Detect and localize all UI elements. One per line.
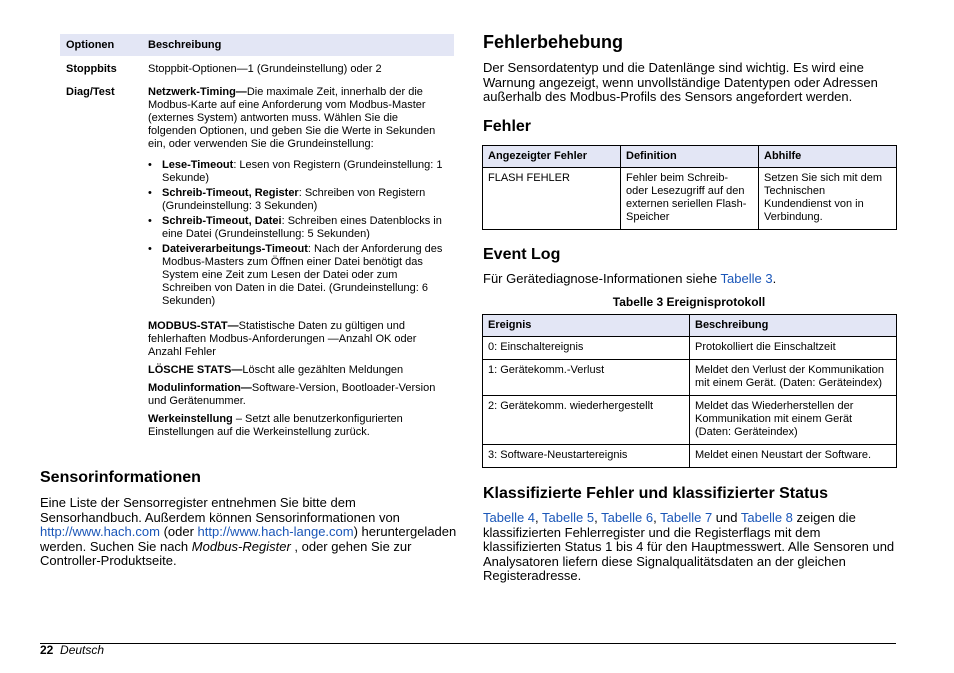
classified-heading: Klassifizierte Fehler und klassifizierter Status <box>483 485 829 502</box>
event-log-text: Für Gerätediagnose-Informationen siehe Tabelle 3. <box>483 271 777 286</box>
timeout-list <box>148 159 448 308</box>
diag-key: Diag/Test <box>66 86 115 98</box>
timing-text: Die maximale Zeit, innerhalb der die Modbus-Karte auf eine Anforderung vom Modbus-Master (externes System) antworten muss. Wählen Sie die folgenden Optionen, und geben Sie die Werte in Sekunden ein, oder verwenden Sie die Grundeinstellung: <box>148 86 436 150</box>
stopbits-key: Stoppbits <box>66 63 117 75</box>
modbus-stat-text: Statistische Daten zu gültigen und fehlerhaften Modbus-Anforderungen —Anzahl OK oder Anzahl Fehler <box>148 320 417 358</box>
stopbits-value: Stoppbit-Optionen—1 (Grundeinstellung) oder 2 <box>148 63 382 75</box>
modbus-stat-label: MODBUS-STAT— <box>148 320 239 332</box>
table-row: 0: Einschaltereignis Protokolliert die Einschaltzeit <box>483 337 897 360</box>
table-caption: Tabelle 3 Ereignisprotokoll <box>612 295 766 309</box>
errors-heading: Fehler <box>483 118 532 135</box>
troubleshooting-intro: Der Sensordatentyp und die Datenlänge sind wichtig. Es wird eine Warnung angezeigt, wenn unvollständige Datentypen oder Adressen außerhalb des Modbus-Profils des Sensors angefordert werden. <box>483 60 878 104</box>
options-row-stopbits <box>60 56 454 82</box>
list-item: • Lese-Timeout: Lesen von Registern (Grundeinstellung: 1 Sekunde) <box>162 159 448 185</box>
event-header-event: Ereignis <box>483 315 690 337</box>
options-header-beschreibung: Beschreibung <box>142 34 454 56</box>
table-row: FLASH FEHLER Fehler beim Schreib- oder Lesezugriff auf den externen seriellen Flash-Speicher Setzen Sie sich mit dem Technischen Kundendienst von in Verbindung. <box>483 168 897 230</box>
event-log-heading: Event Log <box>483 246 561 263</box>
table-row: 1: Gerätekomm.-Verlust Meldet den Verlust der Kommunikation mit einem Gerät. (Daten: Geräteindex) <box>483 360 897 396</box>
options-row-diag <box>60 82 454 442</box>
tabelle-5-link[interactable]: Tabelle 5 <box>542 510 595 525</box>
tabelle-3-link[interactable]: Tabelle 3 <box>720 271 773 286</box>
errors-header-definition: Definition <box>621 146 759 168</box>
options-table <box>60 34 454 442</box>
tabelle-7-link[interactable]: Tabelle 7 <box>660 510 713 525</box>
page-title: Fehlerbehebung <box>483 32 624 52</box>
clear-stats-text: Löscht alle gezählten Meldungen <box>242 364 404 376</box>
footer-language: Deutsch <box>60 643 105 657</box>
list-item: • Schreib-Timeout, Datei: Schreiben eines Datenblocks in eine Datei (Grundeinstellung: 5 Sekunden) <box>162 215 448 241</box>
sensor-info-heading: Sensorinformationen <box>40 469 201 486</box>
event-table <box>482 314 897 468</box>
module-info-label: Modulinformation— <box>148 382 252 394</box>
tabelle-4-link[interactable]: Tabelle 4 <box>483 510 536 525</box>
errors-header-error: Angezeigter Fehler <box>483 146 621 168</box>
modbus-register-term: Modbus-Register <box>191 538 291 554</box>
clear-stats-label: LÖSCHE STATS— <box>148 364 243 376</box>
footer-divider <box>40 643 896 644</box>
table-row: 2: Gerätekomm. wiederhergestellt Meldet das Wiederherstellen der Kommunikation mit einem Gerät (Daten: Geräteindex) <box>483 396 897 445</box>
classified-paragraph: Tabelle 4, Tabelle 5, Tabelle 6, Tabelle 7 und Tabelle 8 zeigen die klassifizierten Fehlerregister und die Registerflags mit dem klassifizierten Status 1 bis 4 für den Hauptmesswert. Alle Sensoren und Analysatoren liefern diese Signalqualitätsdaten an der gleichen Registeradresse. <box>483 510 895 583</box>
timing-label: Netzwerk-Timing— <box>148 86 247 98</box>
options-header-optionen: Optionen <box>60 34 142 56</box>
tabelle-6-link[interactable]: Tabelle 6 <box>601 510 654 525</box>
list-item: • Schreib-Timeout, Register: Schreiben von Registern (Grundeinstellung: 3 Sekunden) <box>162 187 448 213</box>
hach-lange-link[interactable]: http://www.hach-lange.com <box>197 524 354 539</box>
tabelle-8-link[interactable]: Tabelle 8 <box>740 510 793 525</box>
diag-value <box>142 82 454 442</box>
list-item: • Dateiverarbeitungs-Timeout: Nach der Anforderung des Modbus-Masters zum Öffnen einer Datei benötigt das System eine Zeit zum Lesen der Datei oder zum Schreiben von Daten in die Datei. (Grundeinstellung: 6 Sekunden) <box>162 243 448 308</box>
event-header-description: Beschreibung <box>690 315 897 337</box>
table-row: 3: Software-Neustartereignis Meldet einen Neustart der Software. <box>483 445 897 468</box>
hach-link[interactable]: http://www.hach.com <box>40 524 160 539</box>
errors-table <box>482 145 897 230</box>
factory-settings-text: – Setzt alle benutzerkonfigurierten Einstellungen auf die Werkeinstellung zurück. <box>148 413 403 438</box>
footer <box>40 643 104 657</box>
page-number: 22 <box>40 643 54 657</box>
factory-settings-label: Werkeinstellung <box>148 413 233 425</box>
sensor-info-paragraph: Eine Liste der Sensorregister entnehmen Sie bitte dem Sensorhandbuch. Außerdem können Sensorinformationen von http://www.hach.com (oder http://www.hach-lange.com) heruntergeladen werden. Suchen Sie nach Modbus-Register , oder gehen Sie zur Controller-Produktseite. <box>40 495 457 568</box>
errors-header-remedy: Abhilfe <box>759 146 897 168</box>
module-info-text: Software-Version, Bootloader-Version und Gerätenummer. <box>148 382 436 407</box>
